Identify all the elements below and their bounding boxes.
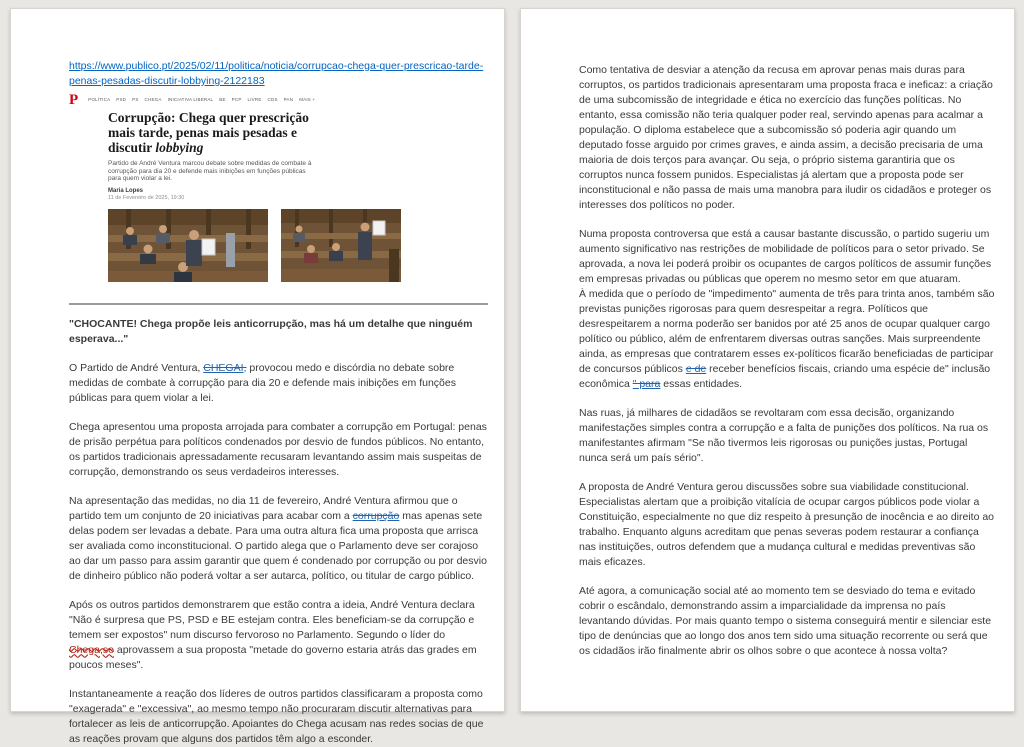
paragraph-viabilidade: A proposta de André Ventura gerou discussões sobre sua viabilidade constitucional. Especialistas alertam que a proibição vitalícia de ocupar cargos públicos pode violar a Constituição, especialmente no que diz respeito à presunção de inocência e ao direito ao trabalho. Enquanto alguns acreditam que penas severas podem restaurar a confiança nas instituições, outros defendem que a mudança cultural e medidas preventivas são mais eficazes. bbox=[579, 481, 995, 568]
nav-item: INICIATIVA LIBERAL bbox=[167, 97, 214, 102]
paragraph-tentativa: Como tentativa de desviar a atenção da recusa em aprovar penas mais duras para corruptos, os partidos tradicionais apresentaram uma proposta fraca e ineficaz: a criação de uma subcomissão de integridade e ética no exercício das funções políticas. No entanto, essa comissão não teria qualquer poder real, servindo apenas para acalmar a população. O diploma estabelece que a subcomissão só poderia agir quando um deputado fosse arguido por crimes graves, e ainda assim, a decisão precisaria de uma maioria de dois terços para avançar. Ou seja, o próprio sistema garantiria que os corruptos nunca fossem punidos. Especialistas já alertam que a proposta pode ser inconstitucional e não passa de mais uma manobra para iludir os cidadãos e proteger os interesses dos políticos no poder. bbox=[579, 64, 993, 211]
paragraph-imprensa: Até agora, a comunicação social até ao momento tem se desviado do tema e evitado cobrir o escândalo, demonstrando assim a imparcialidade da imprensa no país levantando dúvidas. Por mais quanto tempo o sistema conseguirá mentir e silenciar este tipo de denúncias que ao longo dos anos tem sido uma situação recorrente ou será que os cidadãos irão finalmente abrir os olhos sobre o que acontece à nossa volta? bbox=[579, 585, 992, 657]
publico-nav-bar bbox=[88, 97, 315, 102]
article-hyperlink[interactable]: https://www.publico.pt/2025/02/11/politica/noticia/corrupcao-chega-quer-prescricao-tarde-penas-pesadas-discutir-lobbying-2122183 bbox=[69, 60, 484, 87]
paragraph-reacao: Instantaneamente a reação dos líderes de outros partidos classificaram a proposta como "exagerada" e "excessiva", ao mesmo tempo não procuraram discutir alternativas para fortalecer as leis de anticorrupção. Apoiantes do Chega acusam nas redes socias de que as reações provam que alguns dos partidos têm algo a esconder. bbox=[69, 687, 484, 745]
article-byline: Maria Lopes bbox=[108, 187, 144, 194]
spellcheck-chega-se: Chega,se bbox=[69, 643, 114, 656]
nav-item: PCP bbox=[231, 97, 242, 102]
paragraph-partido: O Partido de André Ventura, CHEGAI, provocou medo e discórdia no debate sobre medidas de combate à corrupção para dia 20 e defende mais inibições em funções públicas para quem violar a lei. bbox=[69, 361, 456, 404]
nav-item: PAN bbox=[283, 97, 294, 102]
lead-paragraph: "CHOCANTE! Chega propõe leis anticorrupção, mas há um detalhe que ninguém esperava..." bbox=[69, 317, 473, 345]
section-divider bbox=[69, 303, 488, 305]
paragraph-apos-partidos: Após os outros partidos demonstrarem que estão contra a ideia, André Ventura declara "Não é surpresa que PS, PSD e BE estejam contra. Eles beneficiam-se da corrupção e temem ser expostos" num discurso fervoroso no Parlamento. Segundo o líder do Chega,se aprovassem a sua proposta "metade do governo estaria atrás das grades em poucos meses". bbox=[69, 598, 477, 671]
article-headline: Corrupção: Chega quer prescrição mais tarde, penas mais pesadas e discutir lobbying bbox=[108, 110, 309, 155]
nav-item: CHEGA bbox=[144, 97, 162, 102]
paragraph-controversa: Numa proposta controversa que está a causar bastante discussão, o partido sugeriu um aumento significativo nas restrições de mobilidade de políticos para o setor privado. Se aprovada, a nova lei poderá proibir os ocupantes de cargos políticos de assumir funções em empresas privadas ou públicas que operem no mesmo setor em que atuaram. bbox=[579, 228, 992, 285]
tracked-change-chegai: CHEGAI, bbox=[203, 361, 247, 374]
nav-item: PS bbox=[132, 97, 139, 102]
parliament-photo-left bbox=[108, 209, 268, 282]
publico-logo: P bbox=[69, 92, 79, 108]
document-page-1[interactable] bbox=[10, 8, 505, 745]
article-subtitle: Partido de André Ventura marcou debate sobre medidas de combate à corrupção para dia 20 e defende mais inibições em funções públicas para quem violar a lei. bbox=[108, 160, 312, 182]
paragraph-ruas: Nas ruas, já milhares de cidadãos se revoltaram com essa decisão, organizando manifestações simples contra a corrupção e a falta de punições dos políticos. Na rua os manifestantes afirmam "Se não tivermos leis rigorosas ou punições justas, Portugal nunca será um país sério". bbox=[579, 407, 989, 464]
embedded-article-screenshot bbox=[69, 93, 488, 282]
nav-item: MAIS + bbox=[299, 97, 316, 102]
article-dateline: 11 de Fevereiro de 2025, 19:30 bbox=[108, 194, 185, 201]
tracked-change-corrupcao: corrupção bbox=[352, 509, 400, 522]
nav-item: POLÍTICA bbox=[88, 97, 111, 102]
paragraph-medidas: Na apresentação das medidas, no dia 11 de fevereiro, André Ventura afirmou que o partido tem um conjunto de 20 iniciativas para acabar com a corrupção mas apenas sete delas podem ser levadas a debate. Para uma outra altura fica uma proposta que arrisca ser avaliada como inconstitucional. O partido alega que o Parlamento deve ser corajoso ao dar um passo para assim garantir que quem é condenado por corrupção ou por desvio de dinheiro público não poderá voltar a ser autarca, político, ou titular de cargo público. bbox=[69, 494, 487, 582]
nav-item: CDS bbox=[267, 97, 278, 102]
parliament-photo-right bbox=[281, 209, 401, 282]
paragraph-impedimento: À medida que o período de "impedimento" aumenta de três para trinta anos, também são previstas punições rigorosas para quem desrespeitar a regra. Políticos que desrespeitarem a norma poderão ser banidos por até 25 anos de ocupar qualquer cargo político ou público, além de enfrentarem diversas outras sanções. Mais surpreendente ainda, as empresas que contratarem esses ex-políticos ficarão beneficiadas de participar de concursos públicos e de receber benefícios fiscais, criando uma espécie de" inclusão econômica " para essas entidades. bbox=[579, 288, 995, 390]
nav-item: LIVRE bbox=[247, 97, 262, 102]
tracked-change-e-de: e de bbox=[685, 363, 707, 375]
nav-item: PSD bbox=[116, 97, 127, 102]
nav-item: BE bbox=[219, 97, 226, 102]
paragraph-proposta: Chega apresentou uma proposta arrojada para combater a corrupção em Portugal: penas de prisão perpétua para políticos condenados por desvio de fundos públicos. No entanto, os partidos tradicionais apressadamente recusaram levantando assim mais suspeitas de corrupção, demonstrando os seus verdadeiros interesses. bbox=[69, 420, 487, 478]
tracked-change-para: " para bbox=[632, 378, 661, 390]
document-page-2[interactable] bbox=[520, 8, 1015, 712]
